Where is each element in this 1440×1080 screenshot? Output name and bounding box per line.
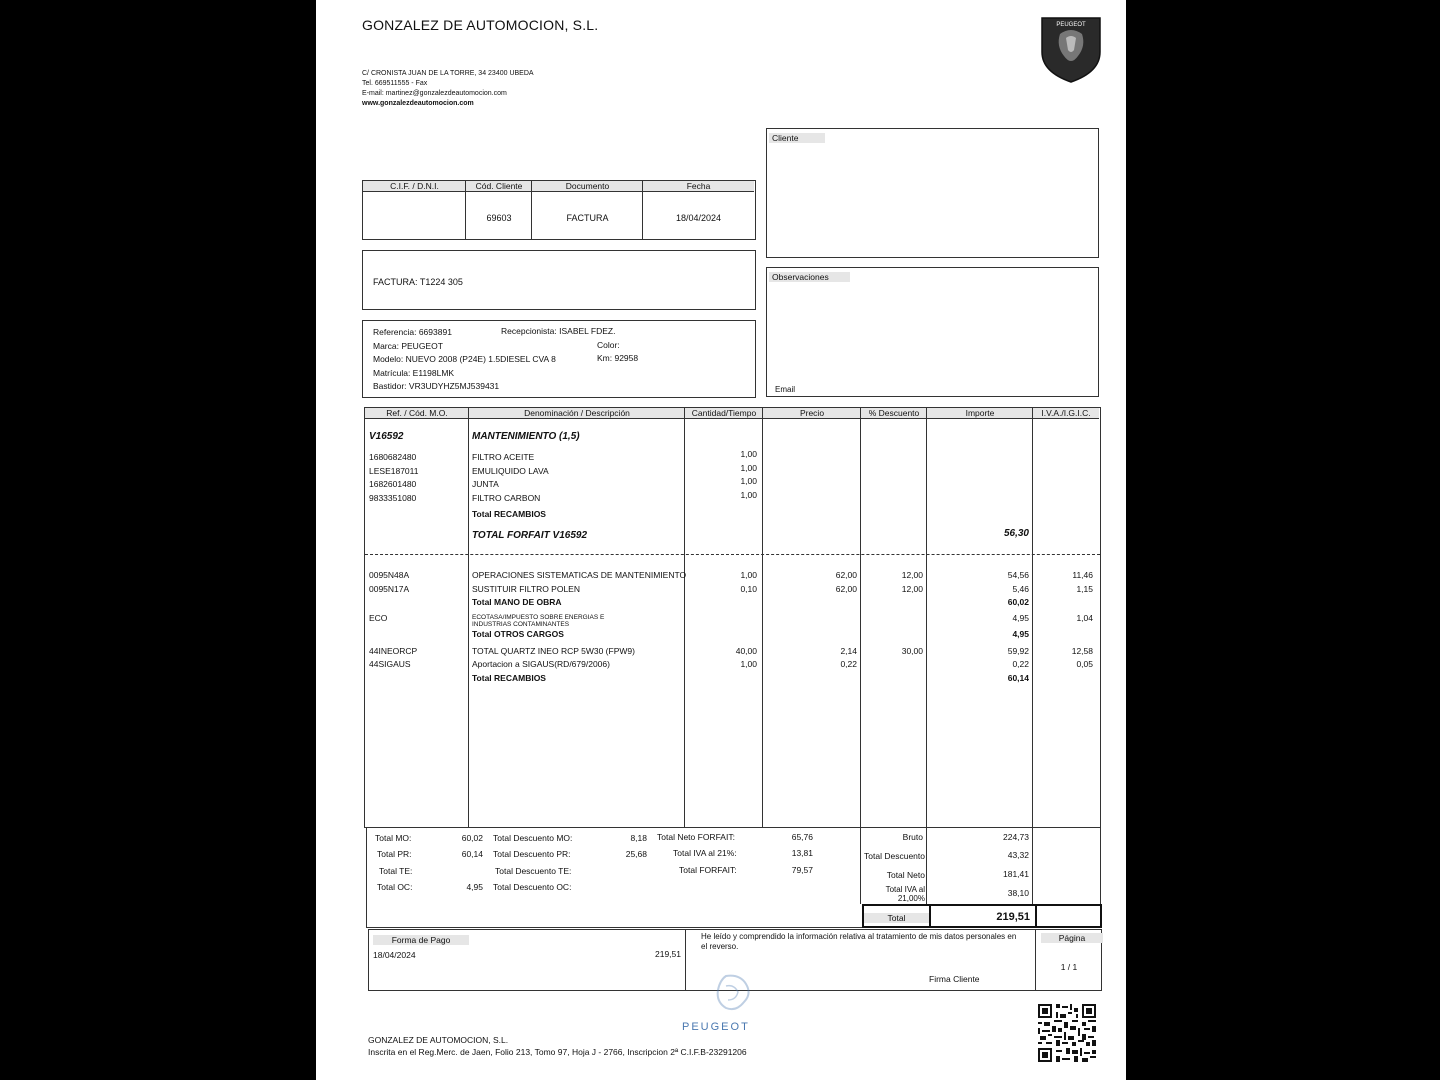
value-documento: FACTURA (566, 213, 609, 223)
row-desc: ECOTASA/IMPUESTO SOBRE ENERGIAS E INDUSTRIAS CONTAMINANTES (472, 614, 605, 628)
row-qty: 1,00 (740, 659, 757, 669)
total-mo-label: Total MO: (375, 833, 412, 843)
row-desc: Total MANO DE OBRA (472, 597, 562, 607)
total-neto-forfait-label: Total Neto FORFAIT: (657, 832, 735, 842)
row-tax: 1,15 (1076, 584, 1093, 594)
row-ref: 0095N17A (369, 584, 410, 594)
col-header-tax: I.V.A./I.G.I.C. (1033, 408, 1099, 419)
total-mo-value: 60,02 (461, 833, 483, 843)
total-iva-label: Total IVA al (885, 885, 925, 894)
email-label: Email (775, 385, 796, 394)
total-desc-oc-label: Total Descuento OC: (493, 882, 572, 892)
row-price: 62,00 (835, 584, 857, 594)
qr-code-icon (1038, 1004, 1096, 1062)
vehicle-modelo: Modelo: NUEVO 2008 (P24E) 1.5DIESEL CVA 8 (373, 354, 556, 364)
row-qty: 0,10 (740, 584, 757, 594)
row-price: 0,22 (840, 659, 857, 669)
forfait-item-qty: 1,00 (740, 463, 757, 473)
firma-cliente-label: Firma Cliente (929, 974, 980, 984)
cliente-box (766, 128, 1099, 258)
row-desc: Aportacion a SIGAUS(RD/679/2006) (472, 659, 610, 669)
row-tax: 0,05 (1076, 659, 1093, 669)
forfait-item-ref: 1680682480 (369, 452, 417, 462)
row-tax: 1,04 (1076, 613, 1093, 623)
footer-registry: Inscrita en el Reg.Merc. de Jaen, Folio 213, Tomo 97, Hoja J - 2766, Inscripcion 2ª C.I.F.B-23291206 (368, 1047, 747, 1057)
total-te-label: Total TE: (379, 866, 413, 876)
row-desc: Total RECAMBIOS (472, 673, 546, 683)
value-cod-cliente: 69603 (486, 213, 512, 223)
id-table (362, 180, 756, 240)
forfait-total-value: 56,30 (1003, 528, 1029, 539)
row-ref: 44INEORCP (369, 646, 418, 656)
total-iva-forfait-label: Total IVA al 21%: (673, 848, 737, 858)
grand-total-label: Total (864, 913, 929, 923)
forfait-total-label: TOTAL FORFAIT V16592 (472, 530, 588, 541)
observaciones-label: Observaciones (769, 272, 850, 282)
header-fecha: Fecha (643, 181, 754, 192)
vehicle-matricula: Matrícula: E1198LMK (373, 368, 455, 378)
vehicle-box (362, 320, 756, 398)
row-qty: 1,00 (740, 570, 757, 580)
row-ref: ECO (369, 613, 388, 623)
forfait-item-qty: 1,00 (740, 476, 757, 486)
factura-box (362, 250, 756, 310)
total-desc-te-label: Total Descuento TE: (495, 866, 572, 876)
col-header-qty: Cantidad/Tiempo (685, 408, 763, 419)
bruto-label: Bruto (902, 832, 923, 842)
forfait-item-desc: EMULIQUIDO LAVA (472, 466, 549, 476)
svg-text:PEUGEOT: PEUGEOT (1056, 22, 1086, 28)
total-pr-label: Total PR: (377, 849, 412, 859)
lion-watermark-icon (696, 972, 766, 1018)
total-desc-pr-label: Total Descuento PR: (493, 849, 571, 859)
vehicle-color: Color: (597, 340, 620, 350)
forfait-item-desc: FILTRO CARBON (472, 493, 541, 503)
row-price: 62,00 (835, 570, 857, 580)
vehicle-km: Km: 92958 (597, 353, 639, 363)
total-oc-label: Total OC: (377, 882, 413, 892)
footer-brand: PEUGEOT (682, 1021, 750, 1033)
invoice-page (316, 0, 1126, 1080)
total-neto-value: 181,41 (1003, 869, 1029, 879)
forfait-item-ref: 1682601480 (369, 479, 417, 489)
row-desc: OPERACIONES SISTEMATICAS DE MANTENIMIENTO (472, 570, 687, 580)
row-qty: 40,00 (735, 646, 757, 656)
col-header-price: Precio (763, 408, 861, 419)
row-amount: 0,22 (1012, 659, 1029, 669)
company-email: E-mail: martinez@gonzalezdeautomocion.com (362, 90, 507, 97)
forfait-item-desc: JUNTA (472, 479, 499, 489)
lines-table (364, 407, 1101, 828)
payment-date: 18/04/2024 (373, 950, 416, 960)
observaciones-box (766, 267, 1099, 397)
factura-number: FACTURA: T1224 305 (373, 277, 463, 287)
grand-total-box (862, 904, 1102, 928)
grand-total-value: 219,51 (996, 911, 1030, 923)
total-forfait-label: Total FORFAIT: (679, 865, 737, 875)
payment-label: Forma de Pago (373, 935, 469, 945)
row-amount: 59,92 (1007, 646, 1029, 656)
row-tax: 12,58 (1071, 646, 1093, 656)
vehicle-referencia: Referencia: 6693891 (373, 327, 452, 337)
row-amount: 4,95 (1012, 629, 1029, 639)
row-desc: TOTAL QUARTZ INEO RCP 5W30 (FPW9) (472, 646, 635, 656)
row-desc: Total OTROS CARGOS (472, 629, 564, 639)
value-fecha: 18/04/2024 (675, 213, 722, 223)
total-desc-mo-label: Total Descuento MO: (493, 833, 573, 843)
company-tel: Tel. 669511555 - Fax (362, 80, 428, 87)
row-ref: 44SIGAUS (369, 659, 411, 669)
row-amount: 54,56 (1007, 570, 1029, 580)
total-descuento-label: Total Descuento (864, 851, 925, 861)
total-desc-mo-value: 8,18 (630, 833, 647, 843)
total-forfait-value: 79,57 (791, 865, 813, 875)
company-address: C/ CRONISTA JUAN DE LA TORRE, 34 23400 UBEDA (362, 70, 534, 77)
total-neto-label: Total Neto (886, 870, 925, 880)
col-header-disc: % Descuento (861, 408, 927, 419)
col-header-amount: Importe (927, 408, 1033, 419)
total-iva-rate: 21,00% (897, 894, 925, 903)
row-disc: 30,00 (901, 646, 923, 656)
page-number: 1 / 1 (1060, 962, 1078, 972)
row-desc: SUSTITUIR FILTRO POLEN (472, 584, 580, 594)
header-documento: Documento (532, 181, 643, 192)
forfait-ref: V16592 (369, 431, 404, 442)
forfait-item-ref: LESE187011 (369, 466, 419, 476)
header-cod-cliente: Cód. Cliente (466, 181, 532, 192)
vehicle-marca: Marca: PEUGEOT (373, 341, 443, 351)
vehicle-recepcionista: Recepcionista: ISABEL FDEZ. (501, 326, 616, 336)
total-iva-value: 38,10 (1007, 888, 1029, 898)
forfait-title: MANTENIMIENTO (1,5) (472, 431, 580, 442)
total-pr-value: 60,14 (461, 849, 483, 859)
col-header-desc: Denominación / Descripción (469, 408, 685, 419)
forfait-separator (365, 554, 1100, 555)
forfait-item-qty: 1,00 (740, 490, 757, 500)
company-web: www.gonzalezdeautomocion.com (362, 100, 474, 107)
col-header-ref: Ref. / Cód. M.O. (365, 408, 469, 419)
page-label: Página (1041, 933, 1103, 943)
row-ref: 0095N48A (369, 570, 410, 580)
cliente-label: Cliente (769, 133, 825, 143)
row-amount: 5,46 (1012, 584, 1029, 594)
bruto-value: 224,73 (1003, 832, 1029, 842)
row-disc: 12,00 (901, 584, 923, 594)
privacy-notice: He leído y comprendido la información relativa al tratamiento de mis datos personales en el reverso. (701, 932, 1017, 951)
forfait-item-ref: 9833351080 (369, 493, 417, 503)
total-oc-value: 4,95 (466, 882, 483, 892)
row-amount: 60,14 (1007, 673, 1029, 683)
row-amount: 4,95 (1012, 613, 1029, 623)
total-desc-pr-value: 25,68 (625, 849, 647, 859)
row-amount: 60,02 (1007, 597, 1029, 607)
peugeot-logo (1038, 12, 1104, 84)
forfait-item-desc: FILTRO ACEITE (472, 452, 535, 462)
company-name: GONZALEZ DE AUTOMOCION, S.L. (362, 17, 599, 33)
vehicle-bastidor: Bastidor: VR3UDYHZ5MJ539431 (373, 381, 500, 391)
forfait-total-recambios: Total RECAMBIOS (472, 509, 546, 519)
total-iva-forfait-value: 13,81 (791, 848, 813, 858)
total-neto-forfait-value: 65,76 (791, 832, 813, 842)
row-price: 2,14 (840, 646, 857, 656)
footer-company: GONZALEZ DE AUTOMOCION, S.L. (368, 1035, 509, 1045)
row-disc: 12,00 (901, 570, 923, 580)
payment-amount: 219,51 (655, 949, 681, 959)
header-cif: C.I.F. / D.N.I. (363, 181, 466, 192)
total-descuento-value: 43,32 (1007, 850, 1029, 860)
forfait-item-qty: 1,00 (740, 449, 757, 459)
row-tax: 11,46 (1072, 570, 1093, 580)
